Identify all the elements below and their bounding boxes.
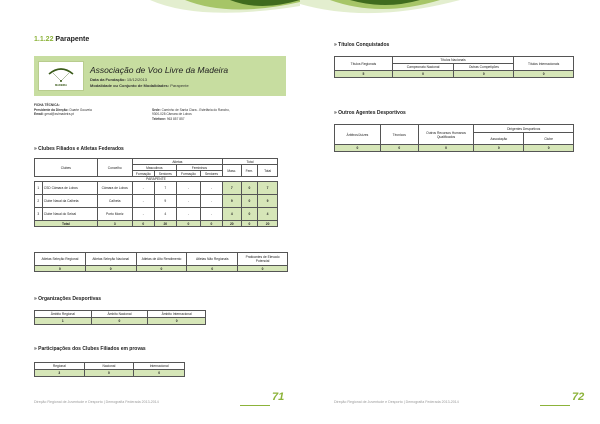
clubs-table: Clubes Concelho Atletas Total Masculinos Femininos Masc. Fem. Total Formação Seniores Formação Seniores PARAPENTE 1 CSD Câmara de Lobos Câmara de Lobos - 7 - - 7 0 7 2 Clube Naval da Calheta Calheta - 9 - - 9 0 9 3 Clube Naval do Seixal Porto Moniz - 4 - - 4 0 4 Total 3 0 20 0 0 20 0 20 bbox=[34, 158, 278, 227]
total-row: Total 3 0 20 0 0 20 0 20 bbox=[35, 221, 278, 227]
organizations-table: Âmbito Regional Âmbito Nacional Âmbito Internacional 1 0 0 bbox=[34, 310, 206, 325]
organizations-section-title: » Organizações Desportivas bbox=[34, 296, 101, 302]
section-title: Parapente bbox=[55, 36, 90, 43]
paraglider-icon bbox=[39, 62, 83, 84]
titles-table: Títulos Regionais Títulos Nacionais Títulos Internacionais Campeonato Nacional Outras Competições 5 0 0 0 bbox=[334, 56, 574, 78]
technical-sheet: FICHA TÉCNICA: Presidente da Direção: Duarte Gouveia Email: geral@avlmadeira.pt bbox=[34, 103, 92, 117]
right-page bbox=[300, 0, 600, 424]
association-logo bbox=[38, 61, 84, 91]
agents-section-title: » Outros Agentes Desportivos bbox=[334, 110, 406, 116]
participations-table: Regional Nacional Internacional 3 0 0 bbox=[34, 362, 185, 377]
titles-section-title: » Títulos Conquistados bbox=[334, 42, 390, 48]
association-name: Associação de Voo Livre da Madeira bbox=[90, 65, 229, 75]
header-swoosh-decoration bbox=[0, 0, 300, 30]
founding-date: Data da Fundação: 15/12/2013 bbox=[90, 77, 147, 82]
footer-line bbox=[240, 405, 270, 406]
header-swoosh-decoration bbox=[300, 0, 600, 30]
footer-text: Direção Regional de Juventude e Desporto | Demografia Federada 2013-2014 bbox=[334, 400, 459, 404]
agents-table: Árbitros/Juízes Técnicos Outros Recursos Humanos Qualificados Dirigentes Desportivos Associação Clube 0 0 0 0 0 bbox=[334, 124, 574, 152]
clubs-section-title: » Clubes Filiados e Atletas Federados bbox=[34, 146, 124, 152]
athlete-selection-table: Atletas Seleção Regional Atletas Seleção Nacional Atletas de Alto Rendimento Atletas Não Regionais Praticantes de Elevado Potencial 0 0 0 0 0 bbox=[34, 252, 288, 272]
association-banner bbox=[34, 56, 286, 96]
footer-line bbox=[540, 405, 570, 406]
modality-row: PARAPENTE bbox=[35, 177, 278, 182]
table-row: 2 Clube Naval da Calheta Calheta - 9 - - 9 0 9 bbox=[35, 195, 278, 208]
page-number: 71 bbox=[272, 391, 285, 403]
table-row: 3 Clube Naval do Seixal Porto Moniz - 4 - - 4 0 4 bbox=[35, 208, 278, 221]
logo-text: MADEIRA bbox=[54, 84, 68, 87]
participations-section-title: » Participações dos Clubes Filiados em provas bbox=[34, 346, 146, 352]
table-row: 1 CSD Câmara de Lobos Câmara de Lobos - 7 - - 7 0 7 bbox=[35, 182, 278, 195]
footer-text: Direção Regional de Juventude e Desporto | Demografia Federada 2013-2014 bbox=[34, 400, 159, 404]
section-heading bbox=[34, 36, 89, 43]
modality: Modalidade ou Conjunto de Modalidades: Parapente bbox=[90, 83, 189, 88]
page-number: 72 bbox=[572, 391, 585, 403]
section-number: 1.1.22 bbox=[34, 36, 54, 43]
headquarters-info: Sede: Caminho de Santa Clara - Estefânia do Rancho, 9300-028 Câmara de Lobos Telefone: 963 857 857 bbox=[152, 107, 230, 121]
